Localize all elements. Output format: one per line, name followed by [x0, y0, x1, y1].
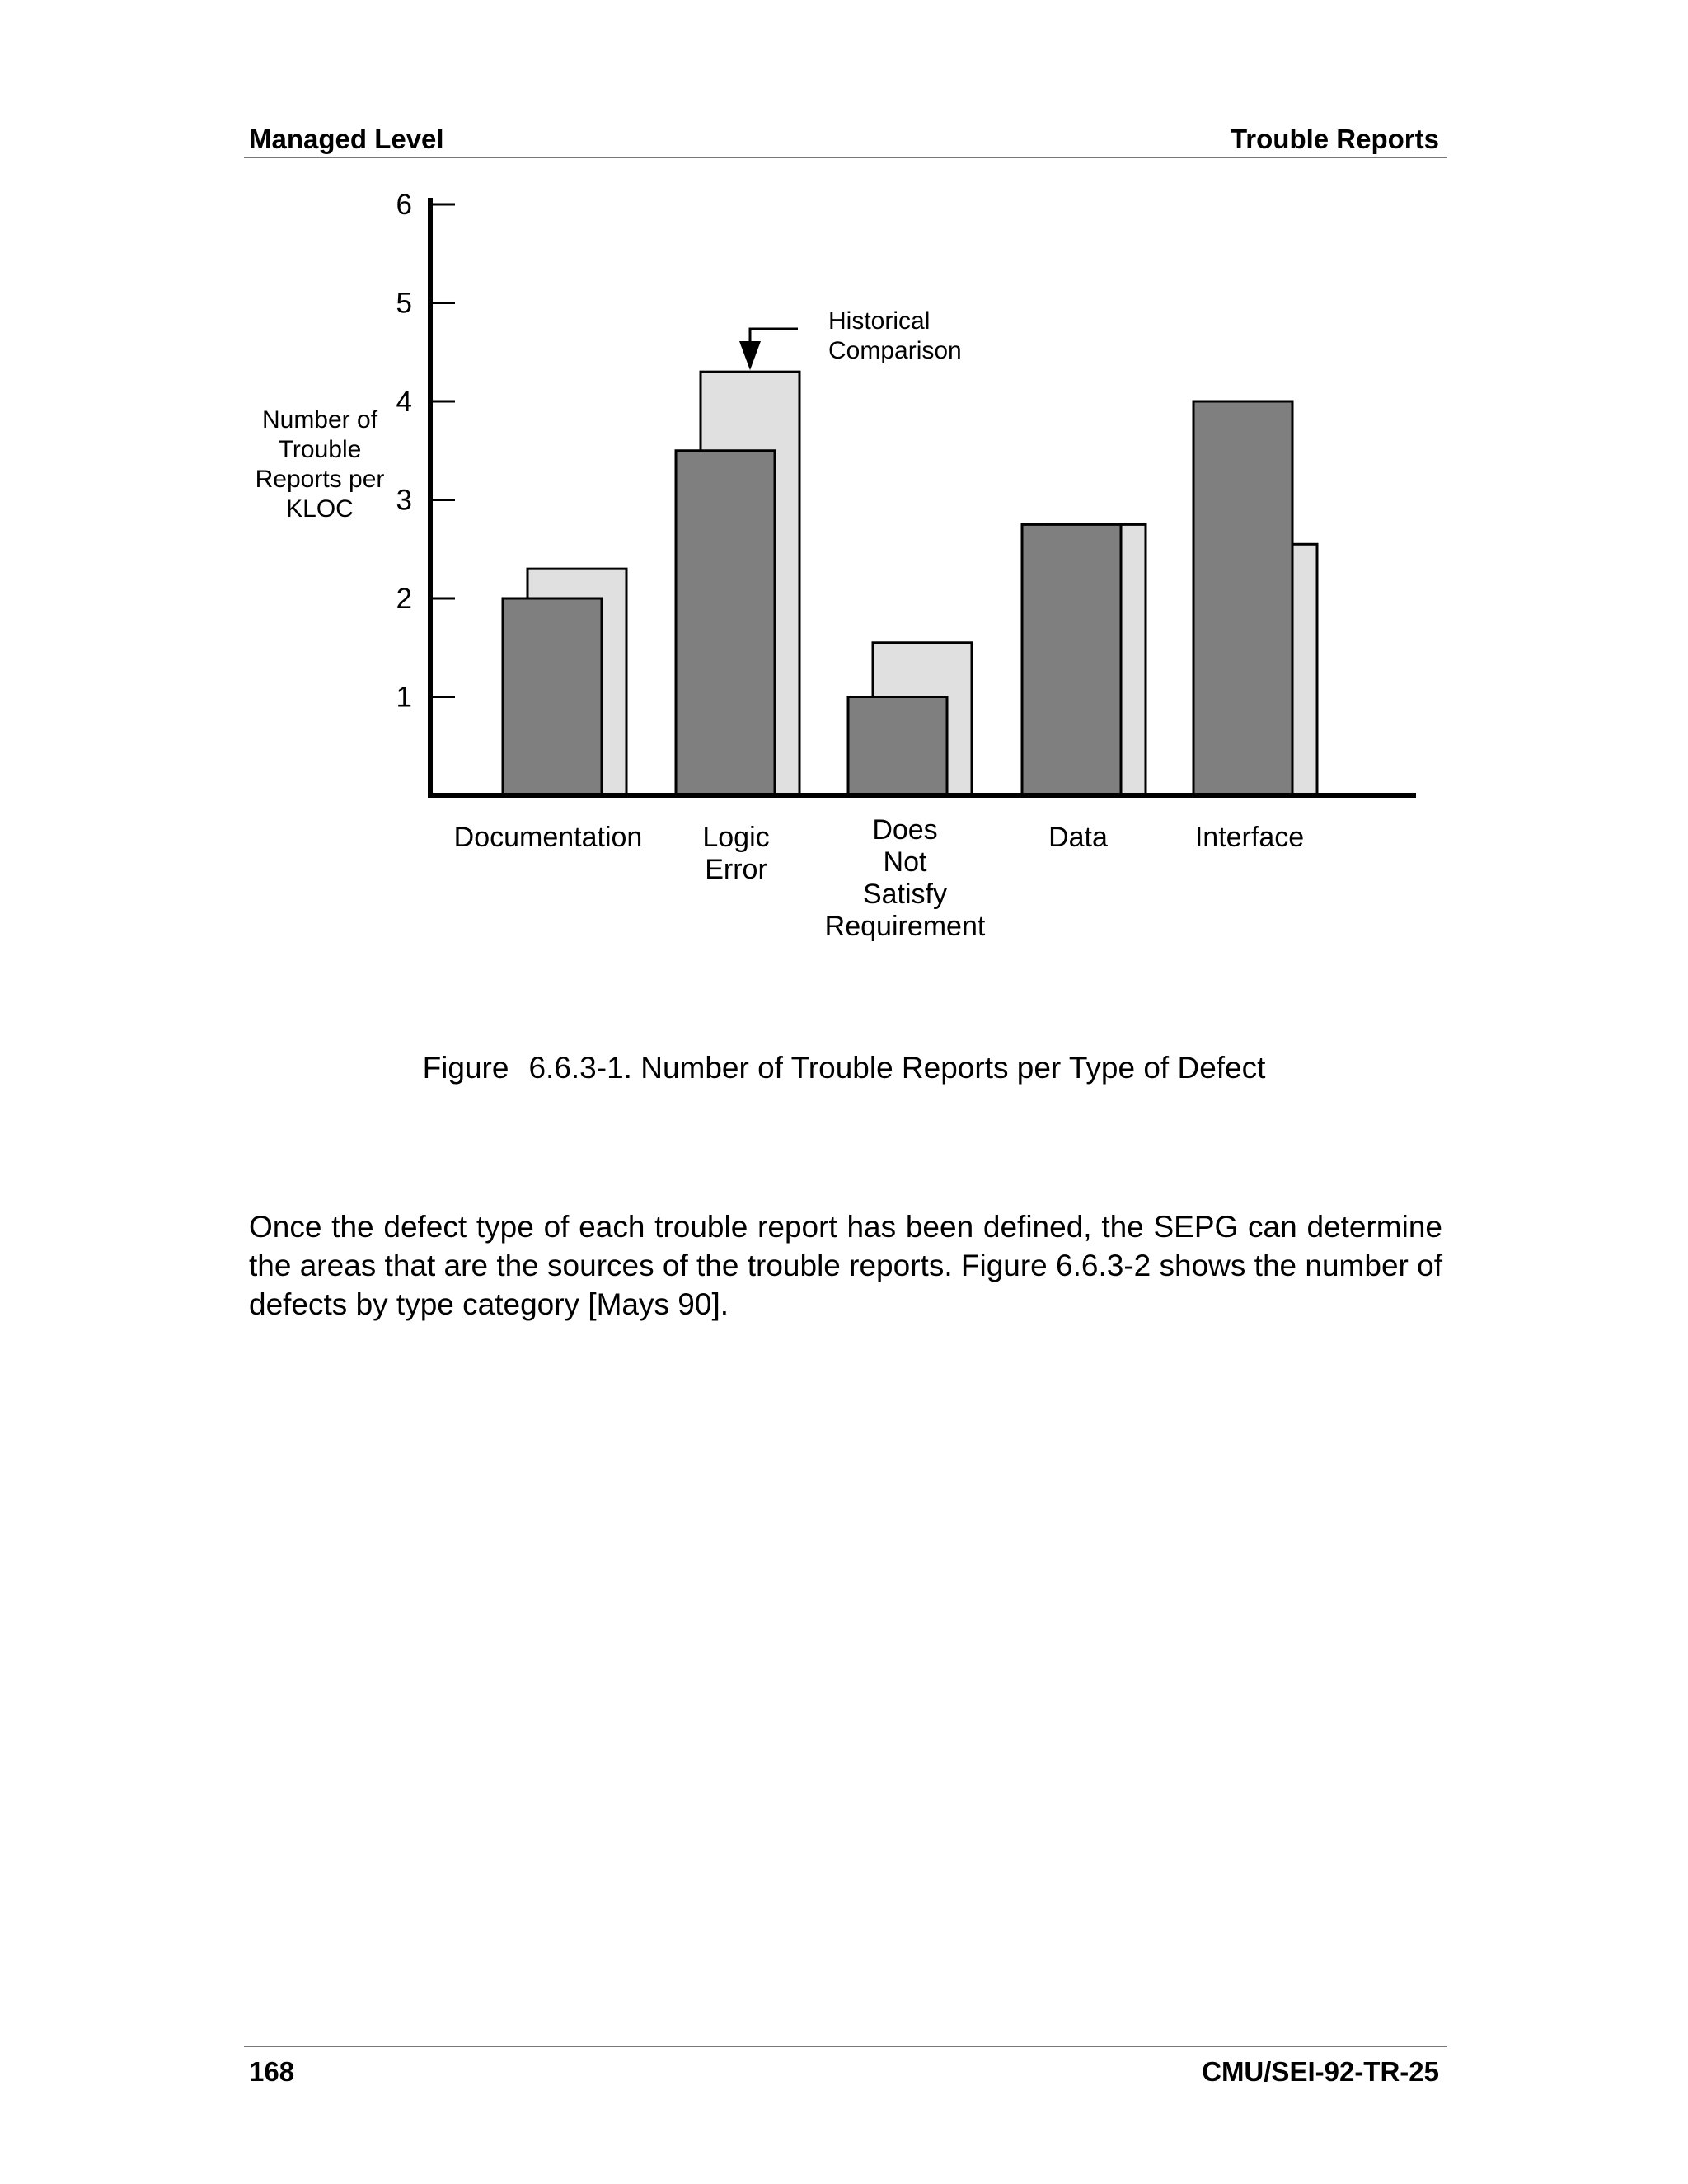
x-category-label-3-line-1: Does [872, 814, 938, 846]
y-axis-label-line-2: Trouble [278, 436, 362, 463]
running-header-right: Trouble Reports [1230, 124, 1439, 154]
x-category-label-3-line-3: Satisfy [862, 879, 948, 910]
bar-chart [0, 0, 1688, 989]
annotation-arrowhead [739, 341, 761, 370]
x-category-label-4-line-1: Data [1048, 822, 1108, 853]
figure-caption [0, 1051, 1688, 1085]
page-number: 168 [249, 2056, 295, 2087]
x-category-label-2-line-2: Error [705, 854, 767, 885]
annotation-label-line-2: Comparison [828, 337, 962, 364]
x-category-label-5-line-1: Interface [1194, 822, 1305, 853]
bar-current-5 [1193, 401, 1292, 795]
bar-current-4 [1022, 524, 1121, 795]
figure-caption-label: Figure [422, 1051, 509, 1085]
x-category-label-2-line-1: Logic [702, 822, 770, 853]
body-paragraph: Once the defect type of each trouble report has been defined, the SEPG can determine the areas that are the sources of the trouble reports. Figure 6.6.3-2 shows the number of defects by type category [Mays 90]. [249, 1210, 1442, 1321]
y-tick-label-3: 3 [396, 484, 412, 517]
x-category-label-1-line-1: Documentation [453, 822, 643, 853]
y-axis-label-line-4: KLOC [286, 495, 354, 523]
y-tick-label-6: 6 [396, 189, 412, 221]
y-tick-label-1: 1 [396, 681, 412, 714]
y-tick-label-5: 5 [396, 287, 412, 320]
bar-current-1 [503, 598, 602, 795]
running-header-left: Managed Level [249, 124, 444, 154]
y-axis-label-line-3: Reports per [255, 466, 385, 493]
bar-current-2 [676, 451, 775, 795]
x-category-label-3-line-2: Not [883, 846, 927, 878]
bar-current-3 [848, 697, 947, 796]
annotation-label-line-1: Historical [828, 307, 931, 335]
figure-caption-title: 6.6.3-1. Number of Trouble Reports per Type of Defect [528, 1051, 1266, 1085]
report-id: CMU/SEI-92-TR-25 [1202, 2056, 1439, 2087]
y-axis-label-line-1: Number of [261, 406, 378, 434]
x-category-label-3-line-4: Requirement [824, 911, 986, 942]
y-tick-label-2: 2 [396, 583, 412, 615]
footer-rule [244, 2046, 1447, 2047]
y-tick-label-4: 4 [396, 386, 412, 418]
